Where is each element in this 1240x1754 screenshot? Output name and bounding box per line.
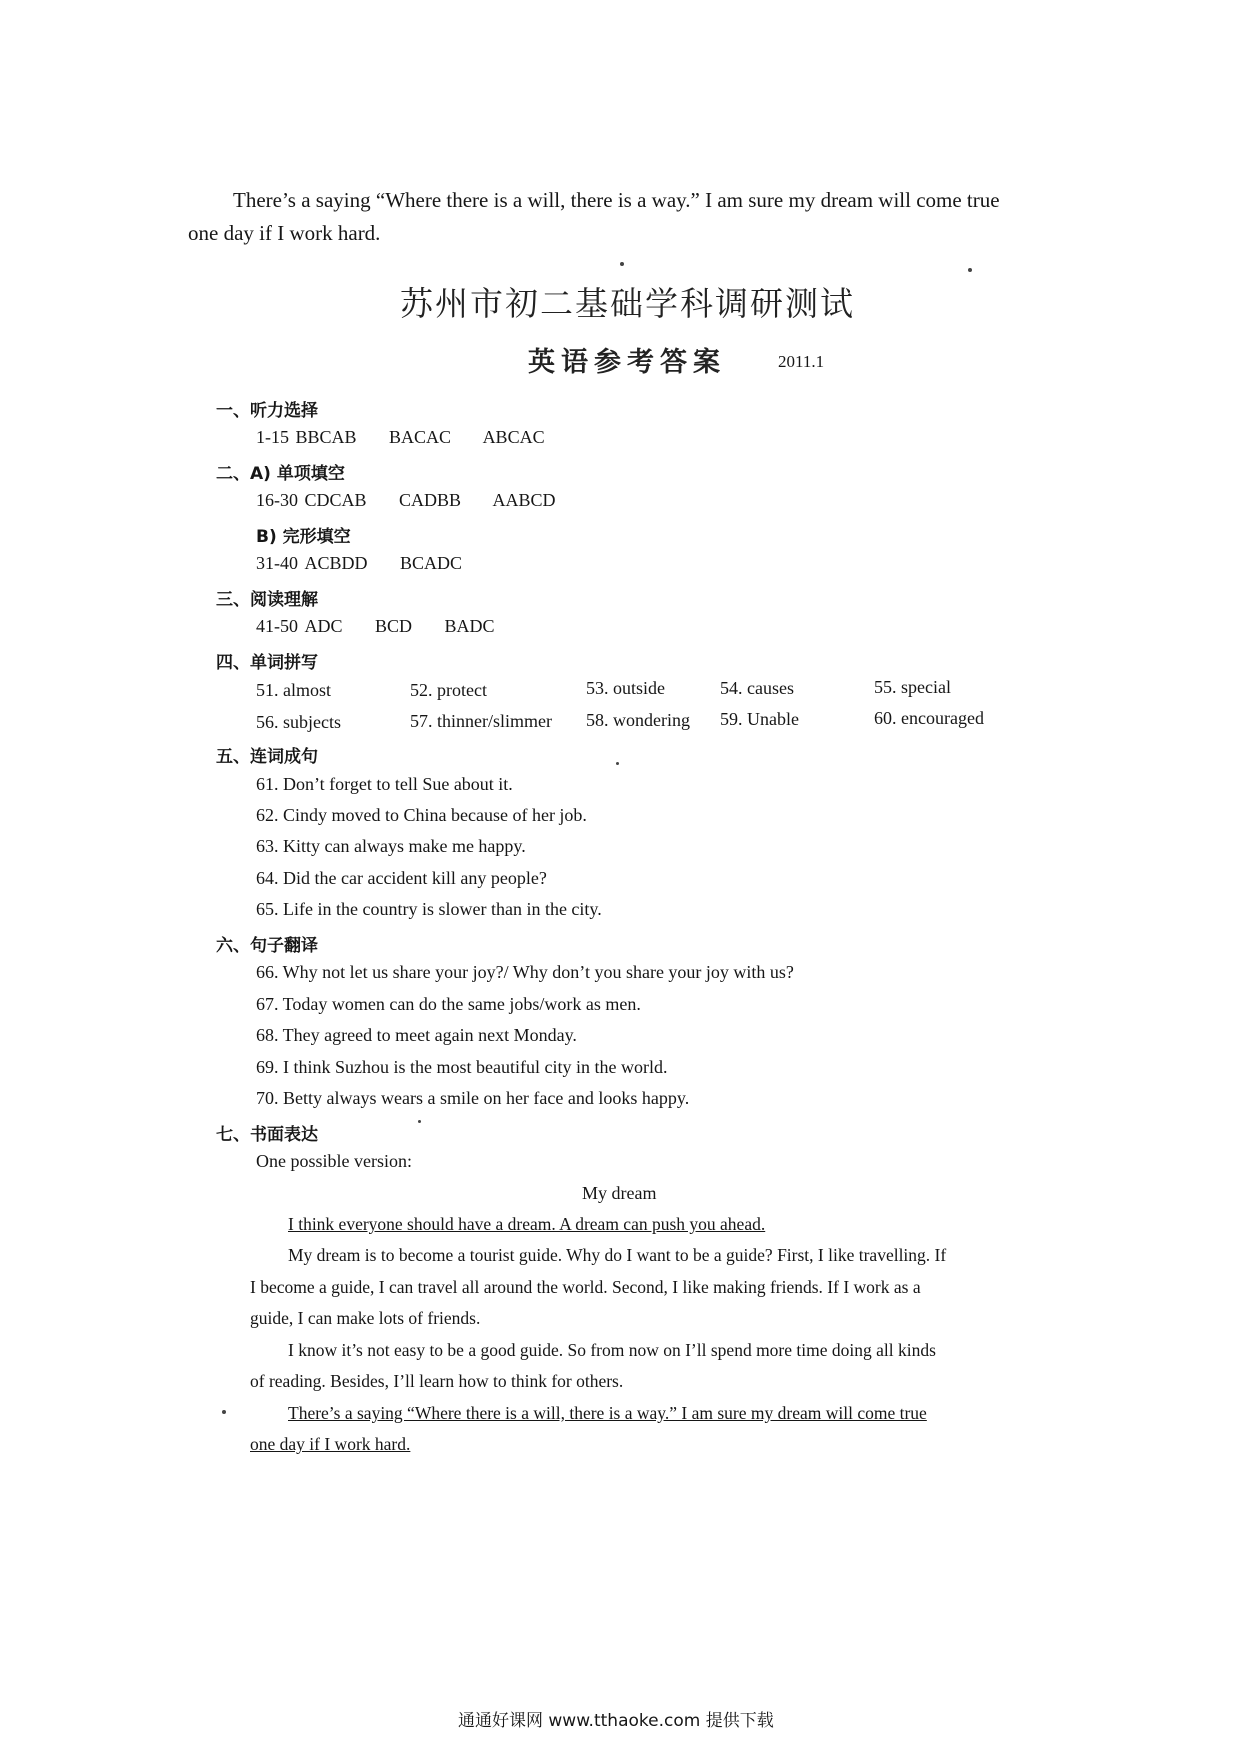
- spelling-item: 57. thinner/slimmer: [410, 711, 552, 731]
- essay-line: one day if I work hard.: [250, 1434, 411, 1454]
- sentence-item: 63. Kitty can always make me happy.: [256, 836, 526, 856]
- page-title: 苏州市初二基础学科调研测试: [400, 284, 855, 323]
- essay-line: I think everyone should have a dream. A dream can push you ahead.: [288, 1214, 766, 1234]
- top-paragraph-line-1: There’s a saying “Where there is a will, there is a way.” I am sure my dream will come true: [233, 188, 1000, 212]
- answer-group: BADC: [444, 616, 495, 636]
- translation-item: 70. Betty always wears a smile on her face and looks happy.: [256, 1088, 690, 1108]
- section-3-title: 三、阅读理解: [216, 590, 318, 610]
- answer-range: 16-30: [256, 490, 298, 510]
- answer-group: BBCAB: [295, 427, 357, 447]
- spelling-item: 53. outside: [586, 678, 665, 698]
- sentence-item: 64. Did the car accident kill any people?: [256, 868, 547, 888]
- section-1-title: 一、听力选择: [216, 401, 318, 421]
- answer-group: ABCAC: [482, 427, 545, 447]
- section-7-title: 七、书面表达: [216, 1125, 318, 1145]
- essay-title: My dream: [582, 1183, 657, 1203]
- essay-line: of reading. Besides, I’ll learn how to think for others.: [250, 1371, 624, 1391]
- scan-speck: [616, 762, 619, 765]
- essay-line: guide, I can make lots of friends.: [250, 1308, 481, 1328]
- section-1-answers: [256, 427, 573, 448]
- exam-date: 2011.1: [778, 352, 825, 371]
- scan-speck: [968, 268, 972, 272]
- essay-line: My dream is to become a tourist guide. Why do I want to be a guide? First, I like travelling. If: [288, 1245, 947, 1265]
- answer-group: BCADC: [400, 553, 463, 573]
- spelling-item: 58. wondering: [586, 710, 690, 730]
- answer-group: CDCAB: [304, 490, 367, 510]
- section-2-title: 二、A) 单项填空: [216, 464, 345, 484]
- spelling-item: 51. almost: [256, 680, 331, 700]
- top-paragraph-line-2: one day if I work hard.: [188, 221, 381, 245]
- footer-text: 通通好课网 www.tthaoke.com 提供下载: [458, 1711, 774, 1731]
- translation-item: 67. Today women can do the same jobs/work as men.: [256, 994, 641, 1014]
- answer-group: BACAC: [389, 427, 452, 447]
- spelling-item: 56. subjects: [256, 712, 341, 732]
- section-2a-answers: [256, 490, 584, 511]
- answer-group: ACBDD: [304, 553, 368, 573]
- sentence-item: 61. Don’t forget to tell Sue about it.: [256, 774, 513, 794]
- translation-item: 66. Why not let us share your joy?/ Why don’t you share your joy with us?: [256, 962, 794, 982]
- section-3-answers: [256, 616, 523, 637]
- answer-group: AABCD: [492, 490, 556, 510]
- answer-range: 1-15: [256, 427, 289, 447]
- spelling-item: 52. protect: [410, 680, 487, 700]
- sentence-item: 65. Life in the country is slower than in the city.: [256, 899, 602, 919]
- scan-speck: [620, 262, 624, 266]
- answer-range: 41-50: [256, 616, 298, 636]
- spelling-item: 59. Unable: [720, 709, 799, 729]
- sentence-item: 62. Cindy moved to China because of her job.: [256, 805, 587, 825]
- essay-line: I know it’s not easy to be a good guide. So from now on I’ll spend more time doing all kinds: [288, 1340, 936, 1360]
- answer-group: ADC: [304, 616, 343, 636]
- essay-intro: One possible version:: [256, 1151, 412, 1171]
- section-2b-title: B) 完形填空: [256, 527, 351, 547]
- essay-line: There’s a saying “Where there is a will, there is a way.” I am sure my dream will come true: [288, 1403, 927, 1423]
- translation-item: 69. I think Suzhou is the most beautiful city in the world.: [256, 1057, 668, 1077]
- answer-range: 31-40: [256, 553, 298, 573]
- page-subtitle: 英语参考答案: [528, 347, 726, 378]
- answer-group: CADBB: [399, 490, 462, 510]
- essay-line: I become a guide, I can travel all around the world. Second, I like making friends. If I work as a: [250, 1277, 921, 1297]
- scan-speck: [418, 1120, 421, 1123]
- spelling-item: 60. encouraged: [874, 708, 984, 728]
- answer-group: BCD: [375, 616, 413, 636]
- spelling-item: 55. special: [874, 677, 951, 697]
- section-6-title: 六、句子翻译: [216, 936, 318, 956]
- section-4-title: 四、单词拼写: [216, 653, 318, 673]
- section-5-title: 五、连词成句: [216, 747, 318, 767]
- translation-item: 68. They agreed to meet again next Monday.: [256, 1025, 577, 1045]
- scan-speck: [222, 1410, 226, 1414]
- section-2b-answers: [256, 553, 490, 574]
- spelling-item: 54. causes: [720, 678, 794, 698]
